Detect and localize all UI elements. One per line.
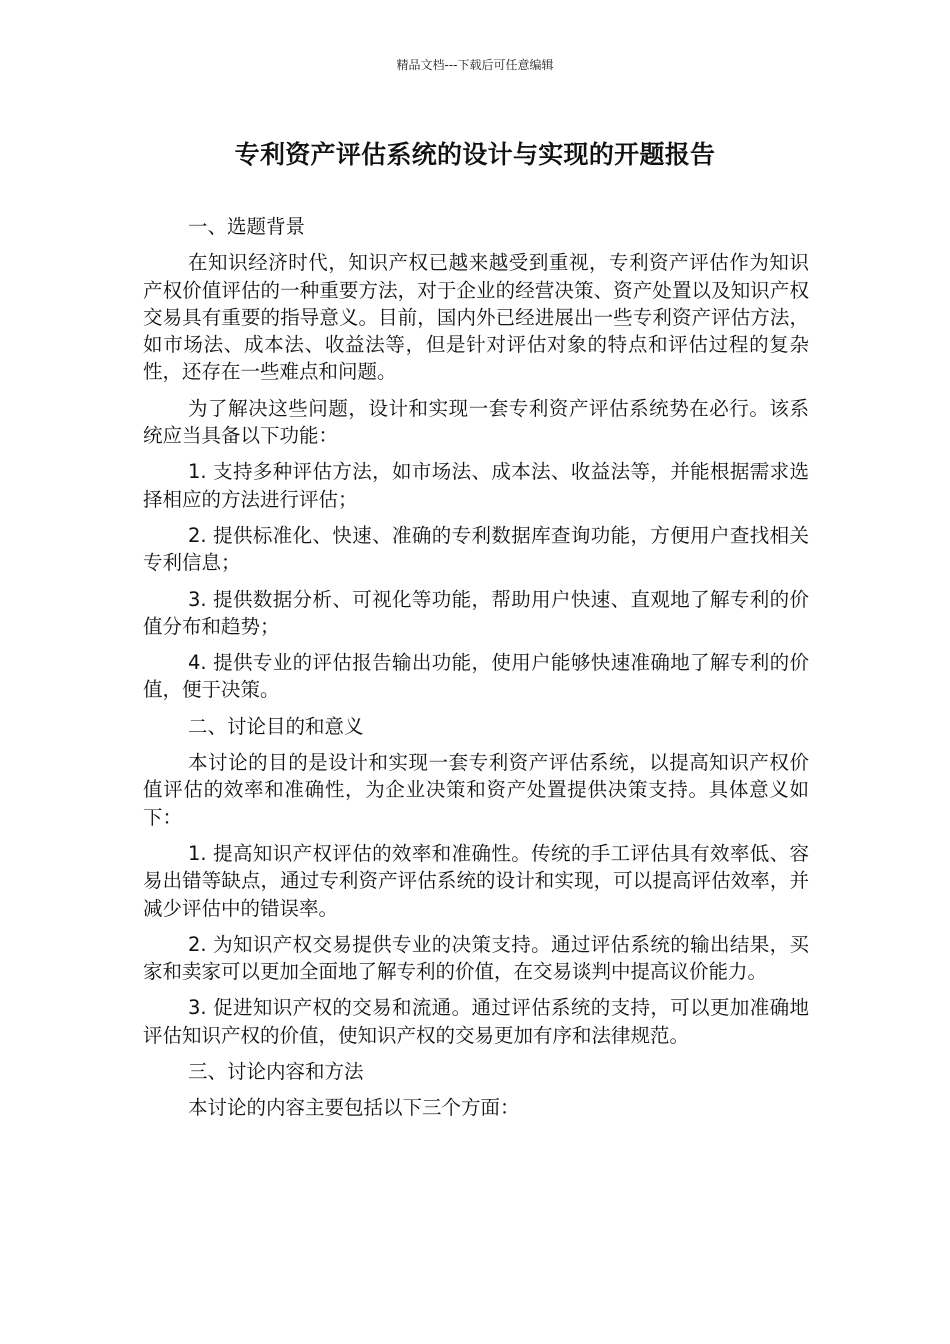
list-item-function-1: 1. 支持多种评估方法，如市场法、成本法、收益法等，并能根据需求选择相应的方法进行评估；: [143, 460, 809, 511]
paragraph-content-intro: 本讨论的内容主要包括以下三个方面：: [188, 1096, 520, 1120]
list-item-function-4: 4. 提供专业的评估报告输出功能，使用户能够快速准确地了解专利的价值，便于决策。: [143, 651, 809, 702]
page-header: 精品文档---下载后可任意编辑: [396, 58, 554, 72]
list-item-function-2: 2. 提供标准化、快速、准确的专利数据库查询功能，方便用户查找相关专利信息；: [143, 523, 809, 575]
document-title: 专利资产评估系统的设计与实现的开题报告: [234, 140, 716, 169]
paragraph-background-intro: 在知识经济时代，知识产权已越来越受到重视，专利资产评估作为知识产权价值评估的一种重要方法，对于企业的经营决策、资产处置以及知识产权交易具有重要的指导意义。目前，国内外已经进展出一些专利资产评估方法，如市场法、成本法、收益法等，但是针对评估对象的特点和评估过程的复杂性，还存在一些难点和问题。: [143, 251, 809, 384]
paragraph-purpose-intro: 本讨论的目的是设计和实现一套专利资产评估系统，以提高知识产权价值评估的效率和准确性，为企业决策和资产处置提供决策支持。具体意义如下：: [143, 751, 809, 829]
section-heading-content-methods: 三、讨论内容和方法: [188, 1060, 364, 1084]
list-item-significance-2: 2. 为知识产权交易提供专业的决策支持。通过评估系统的输出结果，买家和卖家可以更加全面地了解专利的价值，在交易谈判中提高议价能力。: [143, 932, 809, 984]
list-item-function-3: 3. 提供数据分析、可视化等功能，帮助用户快速、直观地了解专利的价值分布和趋势；: [143, 587, 809, 638]
document-body: [143, 213, 809, 1131]
list-item-significance-3: 3. 促进知识产权的交易和流通。通过评估系统的支持，可以更加准确地评估知识产权的价值，使知识产权的交易更加有序和法律规范。: [143, 996, 809, 1047]
list-item-significance-1: 1. 提高知识产权评估的效率和准确性。传统的手工评估具有效率低、容易出错等缺点，通过专利资产评估系统的设计和实现，可以提高评估效率，并减少评估中的错误率。: [143, 841, 809, 920]
paragraph-system-functions-intro: 为了解决这些问题，设计和实现一套专利资产评估系统势在必行。该系统应当具备以下功能：: [143, 396, 809, 448]
section-heading-background: 一、选题背景: [188, 215, 306, 238]
section-heading-purpose: 二、讨论目的和意义: [188, 714, 364, 738]
